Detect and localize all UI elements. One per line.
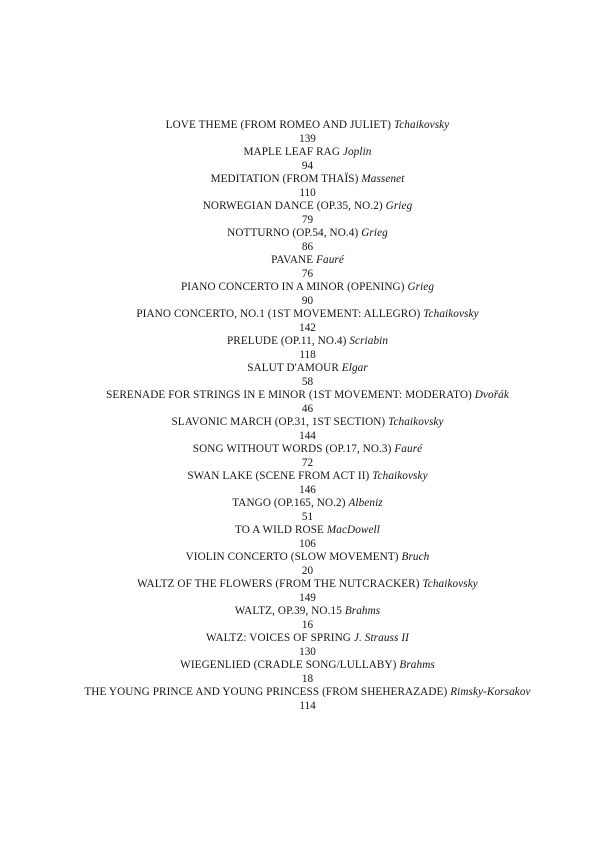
piece-title: SALUT D'AMOUR (247, 362, 339, 374)
composer-name: Tchaikovsky (393, 119, 450, 131)
page-number: 142 (299, 321, 316, 334)
composer-name: Scriabin (349, 335, 389, 347)
entry-title-line (0, 254, 615, 268)
toc-entry (0, 497, 615, 524)
composer-name: Grieg (385, 200, 413, 212)
page-number: 58 (301, 375, 314, 388)
composer-name: Tchaikovsky (422, 578, 478, 590)
entry-title-line (0, 227, 615, 241)
piece-title: TO A WILD ROSE (235, 524, 324, 536)
entry-title-line (0, 551, 615, 565)
piece-title: PIANO CONCERTO IN A MINOR (OPENING) (180, 281, 405, 293)
composer-name: Brahms (344, 605, 381, 617)
entry-title-line (0, 578, 615, 592)
composer-name: MacDowell (326, 524, 380, 536)
composer-name: Albeniz (348, 497, 383, 509)
entry-title-line (0, 335, 615, 349)
page-number: 149 (299, 591, 316, 604)
entry-title-line (0, 524, 615, 538)
piece-title: WALTZ OF THE FLOWERS (FROM THE NUTCRACKER) (137, 578, 420, 590)
page-number: 90 (301, 294, 314, 307)
toc-entry (0, 551, 615, 578)
toc-entry (0, 227, 615, 254)
piece-title: TANGO (OP.165, NO.2) (232, 497, 346, 509)
table-of-contents (0, 119, 615, 713)
piece-title: NOTTURNO (OP.54, NO.4) (227, 227, 359, 239)
composer-name: J. Strauss II (353, 632, 409, 644)
entry-title-line (0, 443, 615, 457)
toc-entry (0, 173, 615, 200)
page-number: 20 (301, 564, 314, 577)
entry-title-line (0, 173, 615, 187)
piece-title: WIEGENLIED (CRADLE SONG/LULLABY) (180, 659, 397, 671)
composer-name: Tchaikovsky (423, 308, 479, 320)
toc-entry (0, 119, 615, 146)
toc-entry (0, 146, 615, 173)
piece-title: SONG WITHOUT WORDS (OP.17, NO.3) (192, 443, 392, 455)
toc-entry (0, 308, 615, 335)
page-number: 130 (299, 645, 316, 658)
toc-entry (0, 578, 615, 605)
page-number: 79 (301, 213, 314, 226)
toc-entry (0, 335, 615, 362)
entry-title-line (0, 119, 615, 133)
piece-title: SWAN LAKE (SCENE FROM ACT II) (187, 470, 370, 482)
toc-entry (0, 470, 615, 497)
entry-title-line (0, 362, 615, 376)
composer-name: Grieg (407, 281, 435, 293)
entry-title-line (0, 281, 615, 295)
page-number: 16 (301, 618, 314, 631)
entry-title-line (0, 308, 615, 322)
piece-title: PIANO CONCERTO, NO.1 (1ST MOVEMENT: ALLEGRO) (136, 308, 421, 320)
page-number: 86 (301, 240, 314, 253)
entry-title-line (0, 146, 615, 160)
entry-title-line (0, 389, 615, 403)
toc-entry (0, 416, 615, 443)
composer-name: Brahms (399, 659, 435, 671)
entry-title-line (0, 659, 615, 673)
toc-entry (0, 524, 615, 551)
composer-name: Joplin (342, 146, 372, 158)
piece-title: SERENADE FOR STRINGS IN E MINOR (1ST MOVEMENT: MODERATO) (106, 389, 472, 401)
page-number: 76 (301, 267, 314, 280)
toc-entry (0, 200, 615, 227)
entry-title-line (0, 470, 615, 484)
piece-title: MAPLE LEAF RAG (243, 146, 340, 158)
composer-name: Fauré (316, 254, 344, 266)
piece-title: THE YOUNG PRINCE AND YOUNG PRINCESS (FROM SHEHERAZADE) (84, 686, 448, 698)
page-number: 106 (299, 537, 316, 550)
toc-entry (0, 659, 615, 686)
page-number: 51 (301, 510, 314, 523)
composer-name: Dvořák (474, 389, 509, 401)
composer-name: Bruch (401, 551, 430, 563)
entry-title-line (0, 632, 615, 646)
toc-entry (0, 443, 615, 470)
page-number: 110 (299, 186, 316, 199)
page-number: 114 (299, 699, 316, 712)
toc-entry (0, 254, 615, 281)
page-number: 94 (301, 159, 314, 172)
page-number: 146 (299, 483, 316, 496)
piece-title: MEDITATION (FROM THAÏS) (210, 173, 359, 185)
entry-title-line (0, 497, 615, 511)
page-number: 72 (301, 456, 314, 469)
piece-title: LOVE THEME (FROM ROMEO AND JULIET) (165, 119, 392, 131)
piece-title: PRELUDE (OP.11, NO.4) (226, 335, 347, 347)
page-number: 46 (301, 402, 314, 415)
piece-title: WALTZ, OP.39, NO.15 (234, 605, 342, 617)
entry-title-line (0, 605, 615, 619)
composer-name: Massenet (361, 173, 405, 185)
toc-entry (0, 632, 615, 659)
toc-entry (0, 686, 615, 713)
composer-name: Elgar (341, 362, 368, 374)
toc-entry (0, 389, 615, 416)
toc-entry (0, 605, 615, 632)
composer-name: Grieg (361, 227, 388, 239)
toc-entry (0, 362, 615, 389)
toc-entry (0, 281, 615, 308)
entry-title-line (0, 416, 615, 430)
page-number: 118 (299, 348, 316, 361)
piece-title: VIOLIN CONCERTO (SLOW MOVEMENT) (185, 551, 399, 563)
entry-title-line (0, 686, 615, 700)
piece-title: PAVANE (271, 254, 314, 266)
piece-title: NORWEGIAN DANCE (OP.35, NO.2) (202, 200, 383, 212)
page-number: 18 (301, 672, 314, 685)
composer-name: Fauré (394, 443, 423, 455)
composer-name: Tchaikovsky (388, 416, 444, 428)
piece-title: SLAVONIC MARCH (OP.31, 1ST SECTION) (171, 416, 386, 428)
piece-title: WALTZ: VOICES OF SPRING (206, 632, 351, 644)
composer-name: Tchaikovsky (372, 470, 428, 482)
page-number: 139 (299, 132, 316, 145)
page-number: 144 (299, 429, 316, 442)
composer-name: Rimsky-Korsakov (450, 686, 531, 698)
entry-title-line (0, 200, 615, 214)
